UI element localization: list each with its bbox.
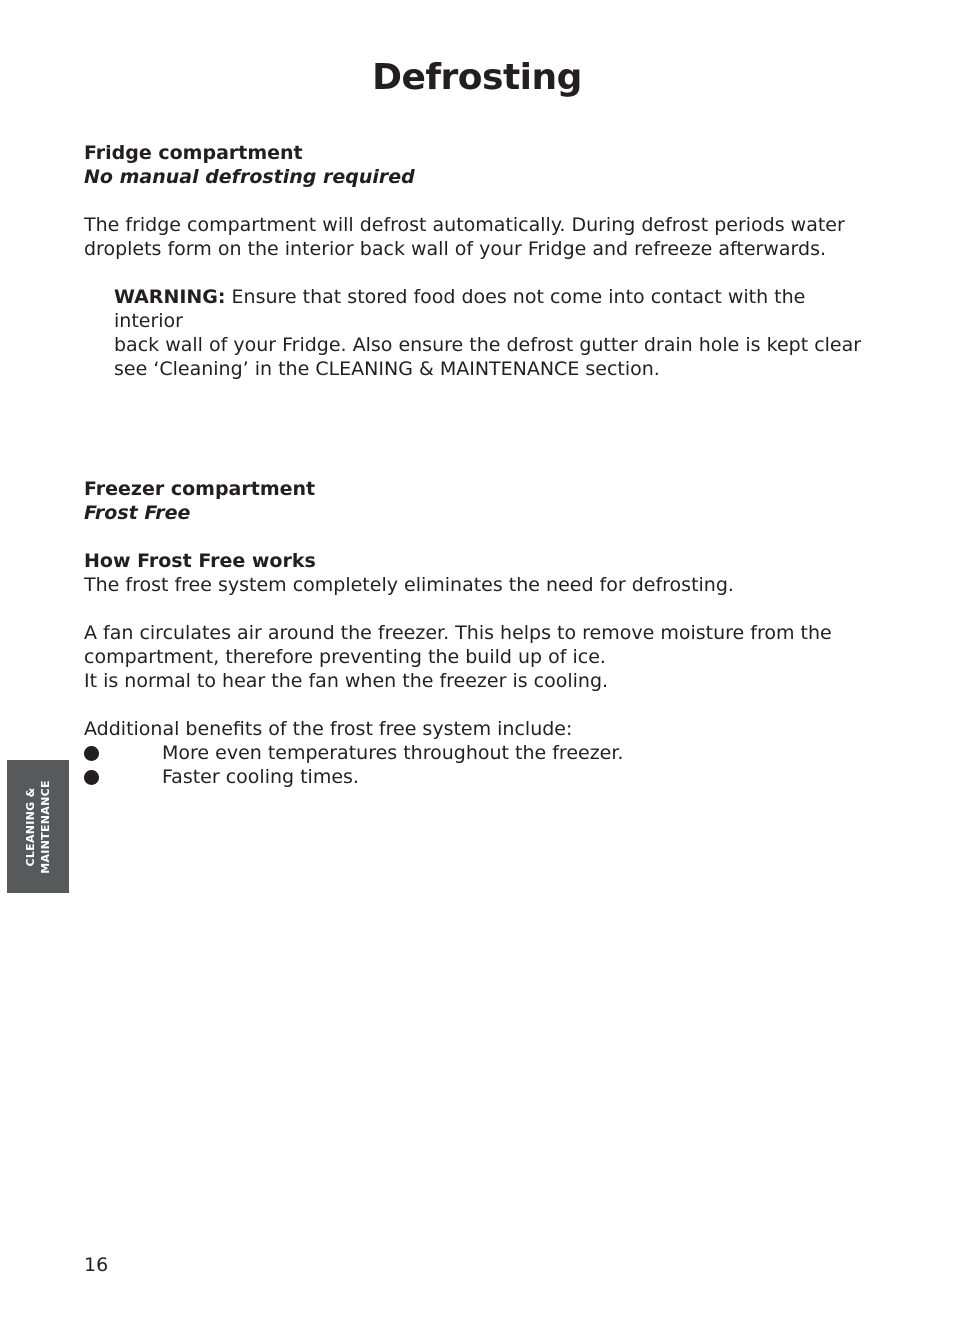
main-content bbox=[84, 141, 874, 789]
spacer bbox=[84, 189, 874, 213]
list-item-text: More even temperatures throughout the freezer. bbox=[162, 742, 624, 764]
fridge-body-line: droplets form on the interior back wall of your Fridge and refreeze afterwards. bbox=[84, 238, 827, 260]
list-item bbox=[84, 765, 874, 789]
freezer-subheading: Frost Free bbox=[84, 502, 191, 524]
spacer bbox=[84, 597, 874, 621]
fridge-subheading: No manual defrosting required bbox=[84, 166, 415, 188]
warning-line bbox=[114, 285, 874, 333]
benefits-list bbox=[84, 741, 874, 789]
page-number: 16 bbox=[84, 1254, 109, 1276]
spacer bbox=[84, 693, 874, 717]
list-item bbox=[84, 741, 874, 765]
fan-body-line: compartment, therefore preventing the build up of ice. bbox=[84, 646, 606, 668]
fridge-body-line: The fridge compartment will defrost automatically. During defrost periods water bbox=[84, 214, 845, 236]
side-tab-line: MAINTENANCE bbox=[39, 779, 52, 874]
how-frost-free-body: The frost free system completely eliminates the need for defrosting. bbox=[84, 574, 734, 596]
warning-line: back wall of your Fridge. Also ensure the defrost gutter drain hole is kept clear bbox=[114, 334, 862, 356]
benefits-intro: Additional benefits of the frost free system include: bbox=[84, 718, 573, 740]
section-side-tab bbox=[7, 760, 69, 893]
fan-body-line: A fan circulates air around the freezer. This helps to remove moisture from the bbox=[84, 622, 832, 644]
page-title: Defrosting bbox=[372, 57, 582, 98]
bullet-icon bbox=[84, 770, 99, 785]
list-item-text: Faster cooling times. bbox=[162, 766, 359, 788]
bullet-icon bbox=[84, 746, 99, 761]
warning-line: see ‘Cleaning’ in the CLEANING & MAINTENANCE section. bbox=[114, 358, 660, 380]
spacer bbox=[84, 525, 874, 549]
freezer-heading: Freezer compartment bbox=[84, 478, 316, 500]
warning-block bbox=[114, 285, 874, 381]
spacer bbox=[84, 381, 874, 477]
warning-text: Ensure that stored food does not come into contact with the interior bbox=[114, 286, 806, 332]
how-frost-free-heading: How Frost Free works bbox=[84, 550, 316, 572]
warning-label: WARNING: bbox=[114, 286, 226, 308]
side-tab-label bbox=[23, 780, 53, 874]
fan-body-line: It is normal to hear the fan when the freezer is cooling. bbox=[84, 670, 609, 692]
spacer bbox=[84, 261, 874, 285]
side-tab-line: CLEANING & bbox=[24, 786, 37, 867]
fridge-heading: Fridge compartment bbox=[84, 142, 303, 164]
